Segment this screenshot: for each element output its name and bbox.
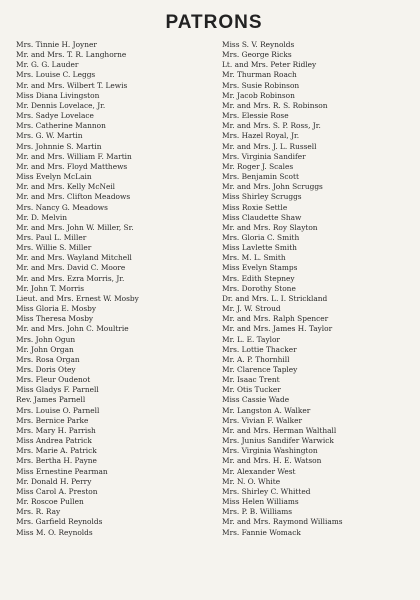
patron-name: Mr. and Mrs. Roy Slayton — [222, 222, 318, 232]
patron-name: Mr. Otis Tucker — [222, 385, 281, 395]
patron-name: Mrs. Louise C. Leggs — [16, 70, 96, 80]
patron-name: Miss Lavlette Smith — [222, 243, 297, 253]
patron-name: Mrs. Mary H. Parrish — [16, 425, 96, 435]
patron-name: Mr. Thurman Roach — [222, 70, 297, 80]
patron-name: Mr. and Mrs. David C. Moore — [16, 263, 126, 273]
patron-name: Mr. John Organ — [16, 344, 74, 354]
patron-list-right — [222, 40, 412, 538]
patron-name: Mrs. Vivian F. Walker — [222, 415, 302, 425]
patron-name: Dr. and Mrs. L. I. Strickland — [222, 293, 328, 303]
patron-name: Mrs. Louise O. Parnell — [16, 405, 100, 415]
patron-name: Miss Roxie Settle — [222, 202, 288, 212]
patron-name: Mr. Dennis Lovelace, Jr. — [16, 100, 106, 110]
patron-name: Lieut. and Mrs. Ernest W. Mosby — [16, 293, 139, 303]
patron-name: Mr. and Mrs. Wilbert T. Lewis — [16, 80, 128, 90]
patron-name: Miss Claudette Shaw — [222, 212, 302, 222]
patron-name: Miss Carol A. Preston — [16, 486, 98, 496]
patron-name: Mrs. Fannie Womack — [222, 527, 301, 537]
patron-name: Mr. John T. Morris — [16, 283, 85, 293]
patron-name: Mrs. Garfield Reynolds — [16, 517, 103, 527]
patron-name: Miss Theresa Mosby — [16, 314, 94, 324]
patron-name: Mr. and Mrs. R. S. Robinson — [222, 100, 328, 110]
patron-name: Miss Cassie Wade — [222, 395, 290, 405]
patron-name: Mr. Langston A. Walker — [222, 405, 311, 415]
patron-name: Mrs. Virginia Washington — [222, 446, 318, 456]
patron-name: Mrs. Bernice Parke — [16, 415, 89, 425]
patron-name: Mrs. Virginia Sandifer — [222, 151, 306, 161]
patron-name: Mrs. Junius Sandifer Warwick — [222, 436, 334, 446]
patron-name: Mrs. Paul L. Miller — [16, 232, 87, 242]
patron-name: Mrs. Tinnie H. Joyner — [16, 40, 97, 49]
patron-name: Mr. Alexander West — [222, 466, 296, 476]
patron-name: Mr. and Mrs. J. L. Russell — [222, 141, 317, 151]
patron-name: Mrs. Dorothy Stone — [222, 283, 296, 293]
patron-name: Mr. Isaac Trent — [222, 375, 280, 385]
patron-name: Mr. and Mrs. John C. Moultrie — [16, 324, 129, 334]
patron-name: Mrs. Marie A. Patrick — [16, 446, 97, 456]
patron-name: Miss Evelyn McLain — [16, 172, 92, 182]
patron-column-right — [216, 40, 412, 538]
patron-name: Mr. D. Melvin — [16, 212, 67, 222]
patron-name: Miss Shirley Scruggs — [222, 192, 302, 202]
patron-name: Mr. and Mrs. H. E. Watson — [222, 456, 322, 466]
patron-name: Miss Evelyn Stamps — [222, 263, 298, 273]
patron-name: Miss Andrea Patrick — [16, 436, 92, 446]
patron-name: Mr. and Mrs. John Scruggs — [222, 182, 323, 192]
patron-name: Mrs. Rosa Organ — [16, 354, 80, 364]
patron-name: Mrs. P. B. Williams — [222, 507, 293, 517]
patron-name: Mr. Donald H. Perry — [16, 476, 92, 486]
patron-name: Mr. and Mrs. Ezra Morris, Jr. — [16, 273, 125, 283]
patron-name: Mrs. John Ogun — [16, 334, 76, 344]
patron-name: Mrs. Fleur Oudenot — [16, 375, 91, 385]
patron-name: Mr. and Mrs. S. P. Ross, Jr. — [222, 121, 321, 131]
patron-name: Mr. Clarence Tapley — [222, 365, 298, 374]
patron-name: Mrs. Edith Stepney — [222, 273, 295, 283]
patron-name: Mrs. R. Ray — [16, 507, 61, 517]
patron-name: Mr. Roger J. Scales — [222, 161, 294, 171]
patron-name: Mrs. Lottie Thacker — [222, 344, 297, 354]
patron-list-left — [16, 40, 206, 538]
patron-name: Miss M. O. Reynolds — [16, 527, 93, 537]
patron-name: Mrs. Bertha H. Payne — [16, 456, 97, 466]
patron-name: Mrs. M. L. Smith — [222, 253, 286, 263]
patron-name: Mr. A. P. Thornhill — [222, 354, 290, 364]
patron-name: Mrs. Johnnie S. Martin — [16, 141, 102, 151]
patron-name: Mr. and Mrs. Ralph Spencer — [222, 314, 329, 324]
patron-name: Mrs. Doris Otey — [16, 365, 76, 374]
patron-name: Mr. and Mrs. William F. Martin — [16, 151, 132, 161]
patron-name: Mrs. Benjamin Scott — [222, 172, 299, 182]
patron-name: Miss Gloria E. Mosby — [16, 304, 97, 314]
patron-name: Mrs. Gloria C. Smith — [222, 232, 300, 242]
page-title: PATRONS — [165, 12, 263, 33]
patron-name: Mr. and Mrs. John W. Miller, Sr. — [16, 222, 134, 232]
patron-name: Miss Gladys F. Parnell — [16, 385, 99, 395]
patron-name: Mr. L. E. Taylor — [222, 334, 280, 344]
patron-name: Mr. G. G. Lauder — [16, 60, 79, 70]
patron-column-left — [16, 40, 206, 538]
patron-name: Mr. and Mrs. T. R. Langhorne — [16, 50, 127, 60]
patron-name: Mr. and Mrs. Clifton Meadows — [16, 192, 131, 202]
patron-name: Mrs. Shirley C. Whitted — [222, 486, 311, 496]
patron-name: Mrs. Nancy G. Meadows — [16, 202, 108, 212]
patron-name: Mrs. George Ricks — [222, 50, 292, 60]
patron-columns — [16, 40, 412, 538]
patron-name: Lt. and Mrs. Peter Ridley — [222, 60, 317, 70]
patron-name: Mr. and Mrs. Herman Walthall — [222, 425, 337, 435]
patron-name: Mrs. Elessie Rose — [222, 111, 289, 121]
patron-name: Rev. James Parnell — [16, 395, 86, 405]
patron-name: Mr. and Mrs. Raymond Williams — [222, 517, 343, 527]
patron-name: Miss Ernestine Pearman — [16, 466, 108, 476]
patron-name: Mrs. G. W. Martin — [16, 131, 83, 141]
patron-name: Mr. J. W. Stroud — [222, 304, 281, 314]
patron-name: Mr. and Mrs. Kelly McNeil — [16, 182, 116, 192]
patron-name: Mr. Jacob Robinson — [222, 90, 295, 100]
patron-name: Mrs. Willie S. Miller — [16, 243, 92, 253]
patron-name: Mrs. Susie Robinson — [222, 80, 300, 90]
patron-name: Miss Diana Livingston — [16, 90, 100, 100]
patron-name: Mrs. Sadye Lovelace — [16, 111, 94, 121]
patron-name: Mr. Roscoe Pullen — [16, 497, 84, 507]
patron-name: Mr. N. O. White — [222, 476, 281, 486]
patron-name: Miss S. V. Reynolds — [222, 40, 295, 49]
patron-name: Mr. and Mrs. James H. Taylor — [222, 324, 333, 334]
patron-name: Mrs. Catherine Mannon — [16, 121, 106, 131]
patron-name: Mr. and Mrs. Floyd Matthews — [16, 161, 128, 171]
patron-name: Miss Helen Williams — [222, 497, 299, 507]
patron-name: Mrs. Hazel Royal, Jr. — [222, 131, 300, 141]
patron-name: Mr. and Mrs. Wayland Mitchell — [16, 253, 132, 263]
